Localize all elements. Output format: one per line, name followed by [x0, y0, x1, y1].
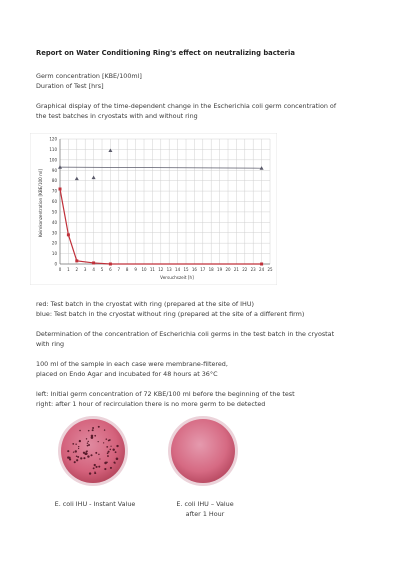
- colony-dot: [78, 446, 79, 447]
- x-tick-label: 1: [67, 267, 70, 272]
- x-tick-label: 16: [191, 267, 197, 272]
- colony-dot: [98, 426, 100, 428]
- sample-line-2: placed on Endo Agar and incubated for 48 hours at 36°C: [36, 370, 218, 378]
- x-tick-label: 20: [225, 267, 231, 272]
- x-tick-label: 4: [92, 267, 95, 272]
- colony-dot: [92, 429, 94, 431]
- chart-frame: [30, 133, 277, 285]
- petri-dish-right-image: [166, 414, 240, 488]
- graph-intro-line-2: the test batches in cryostats with and without ring: [36, 112, 198, 120]
- colony-dot: [72, 443, 74, 445]
- colony-dot: [86, 438, 87, 439]
- colony-dot: [95, 472, 97, 474]
- colony-dot: [77, 456, 79, 458]
- colony-dot: [98, 466, 100, 468]
- colony-dot: [76, 455, 78, 457]
- colony-dot: [83, 452, 85, 454]
- red-series-note: red: Test batch in the cryostat with ring (prepared at the site of IHU): [36, 300, 255, 308]
- x-tick-label: 22: [242, 267, 248, 272]
- colony-dot: [79, 440, 81, 442]
- colony-dot: [113, 449, 114, 450]
- colony-dot: [106, 438, 108, 440]
- colony-dot: [73, 451, 74, 452]
- right-image-caption-line-2: after 1 Hour: [185, 510, 225, 518]
- colony-dot: [67, 456, 69, 458]
- colony-dot: [88, 441, 89, 442]
- colony-dot: [80, 457, 82, 459]
- x-tick-label: 3: [83, 267, 87, 272]
- colony-dot: [92, 427, 94, 429]
- data-point: [75, 259, 78, 262]
- colony-dot: [76, 459, 78, 461]
- y-tick-label: 70: [51, 188, 57, 194]
- determination-line-1: Determination of the concentration of Escherichia coli germs in the test batch in the cryostat: [36, 330, 335, 338]
- colony-dot: [110, 446, 111, 447]
- right-image-caption-line-1: E. coli IHU – Value: [176, 500, 234, 508]
- colony-dot: [83, 457, 85, 459]
- y-tick-label: 60: [51, 199, 57, 204]
- y-tick-label: 110: [49, 146, 57, 152]
- y-tick-label: 90: [51, 167, 57, 173]
- x-tick-label: 11: [149, 267, 155, 272]
- colony-dot: [94, 464, 96, 466]
- colony-dot: [90, 454, 92, 456]
- blue-series-note: blue: Test batch in the cryostat without ring (prepared at the site of a different firm): [36, 310, 305, 318]
- colony-dot: [88, 430, 90, 432]
- sample-line-1: 100 ml of the sample in each case were membrane-filtered,: [36, 360, 228, 368]
- colony-dot: [75, 444, 76, 445]
- left-image-caption: E. coli IHU - Instant Value: [54, 500, 136, 508]
- right-image-note: right: after 1 hour of recirculation there is no more germ to be detected: [36, 400, 266, 408]
- colony-dot: [110, 467, 112, 469]
- x-tick-label: 15: [183, 267, 189, 272]
- colony-dot: [86, 451, 88, 453]
- colony-dot: [87, 442, 89, 444]
- colony-dot: [91, 435, 94, 438]
- x-tick-label: 23: [250, 267, 256, 272]
- x-tick-label: 9: [134, 267, 137, 272]
- x-tick-label: 21: [233, 267, 239, 272]
- x-tick-label: 12: [158, 267, 164, 272]
- colony-dot: [67, 450, 69, 452]
- petri-dish-left-image: [56, 414, 130, 488]
- y-tick-label: 0: [54, 261, 57, 267]
- data-point: [109, 263, 112, 266]
- test-duration-line: Duration of Test [hrs]: [36, 82, 104, 90]
- colony-dot: [116, 445, 118, 447]
- left-image-note: left: Initial germ concentration of 72 KBE/100 ml before the beginning of the test: [36, 390, 295, 398]
- colony-dot: [85, 452, 88, 455]
- colony-dot: [89, 472, 91, 474]
- colony-dot: [114, 462, 116, 464]
- colony-dot: [107, 452, 109, 454]
- colony-dot: [103, 442, 104, 443]
- colony-dot: [98, 454, 99, 455]
- x-axis-label: Versuchszeit [h]: [160, 275, 194, 280]
- colony-dot: [106, 461, 108, 463]
- x-tick-label: 6: [109, 267, 112, 272]
- y-tick-label: 40: [51, 219, 57, 225]
- x-tick-label: 2: [75, 267, 79, 272]
- colony-dot: [87, 445, 89, 447]
- y-tick-label: 80: [51, 178, 57, 184]
- x-tick-label: 25: [267, 267, 273, 272]
- germ-concentration-chart: [30, 133, 277, 285]
- colony-dot: [106, 446, 108, 448]
- data-point: [67, 233, 70, 236]
- x-tick-label: 5: [100, 267, 104, 272]
- colony-dot: [95, 466, 97, 468]
- y-tick-label: 120: [49, 136, 57, 142]
- colony-dot: [104, 468, 106, 470]
- y-tick-label: 20: [51, 240, 57, 246]
- y-axis-label: Keimkonzentration [KBE/100 ml]: [38, 168, 43, 238]
- x-tick-label: 0: [58, 267, 62, 272]
- y-tick-label: 50: [51, 209, 57, 215]
- y-tick-label: 10: [51, 251, 57, 257]
- colony-dot: [107, 455, 109, 457]
- x-tick-label: 7: [117, 267, 121, 272]
- x-tick-label: 17: [200, 267, 206, 272]
- x-tick-label: 19: [217, 267, 223, 272]
- x-tick-label: 13: [166, 267, 172, 272]
- colony-dot: [74, 461, 76, 463]
- colony-dot: [104, 429, 105, 430]
- data-point: [92, 261, 95, 264]
- colony-dot: [109, 439, 111, 441]
- colony-dot: [110, 449, 112, 451]
- colony-dot: [79, 430, 81, 432]
- determination-line-2: with ring: [36, 340, 65, 348]
- colony-dot: [87, 455, 89, 457]
- colony-dot: [108, 451, 110, 453]
- colony-dot: [95, 452, 97, 454]
- data-point: [260, 263, 263, 266]
- data-point: [59, 188, 62, 191]
- colony-dot: [69, 458, 71, 460]
- colony-dot: [99, 458, 100, 459]
- colony-dot: [115, 451, 117, 453]
- x-tick-label: 8: [125, 267, 129, 272]
- x-tick-label: 10: [141, 267, 147, 272]
- colony-dot: [116, 458, 119, 461]
- x-tick-label: 18: [208, 267, 214, 272]
- colony-dot: [94, 435, 96, 437]
- colony-dot: [98, 441, 99, 442]
- germ-concentration-line: Germ concentration [KBE/100ml]: [36, 72, 142, 80]
- y-tick-label: 100: [49, 157, 57, 163]
- colony-dot: [78, 448, 79, 449]
- y-tick-label: 30: [51, 230, 57, 236]
- x-tick-label: 14: [175, 267, 181, 272]
- colony-dot: [93, 467, 95, 469]
- document-title: Report on Water Conditioning Ring's effect on neutralizing bacteria: [36, 49, 295, 57]
- x-tick-label: 24: [259, 267, 265, 272]
- graph-intro-line-1: Graphical display of the time-dependent change in the Escherichia coli germ concentration of: [36, 102, 337, 110]
- colony-dot: [75, 450, 77, 452]
